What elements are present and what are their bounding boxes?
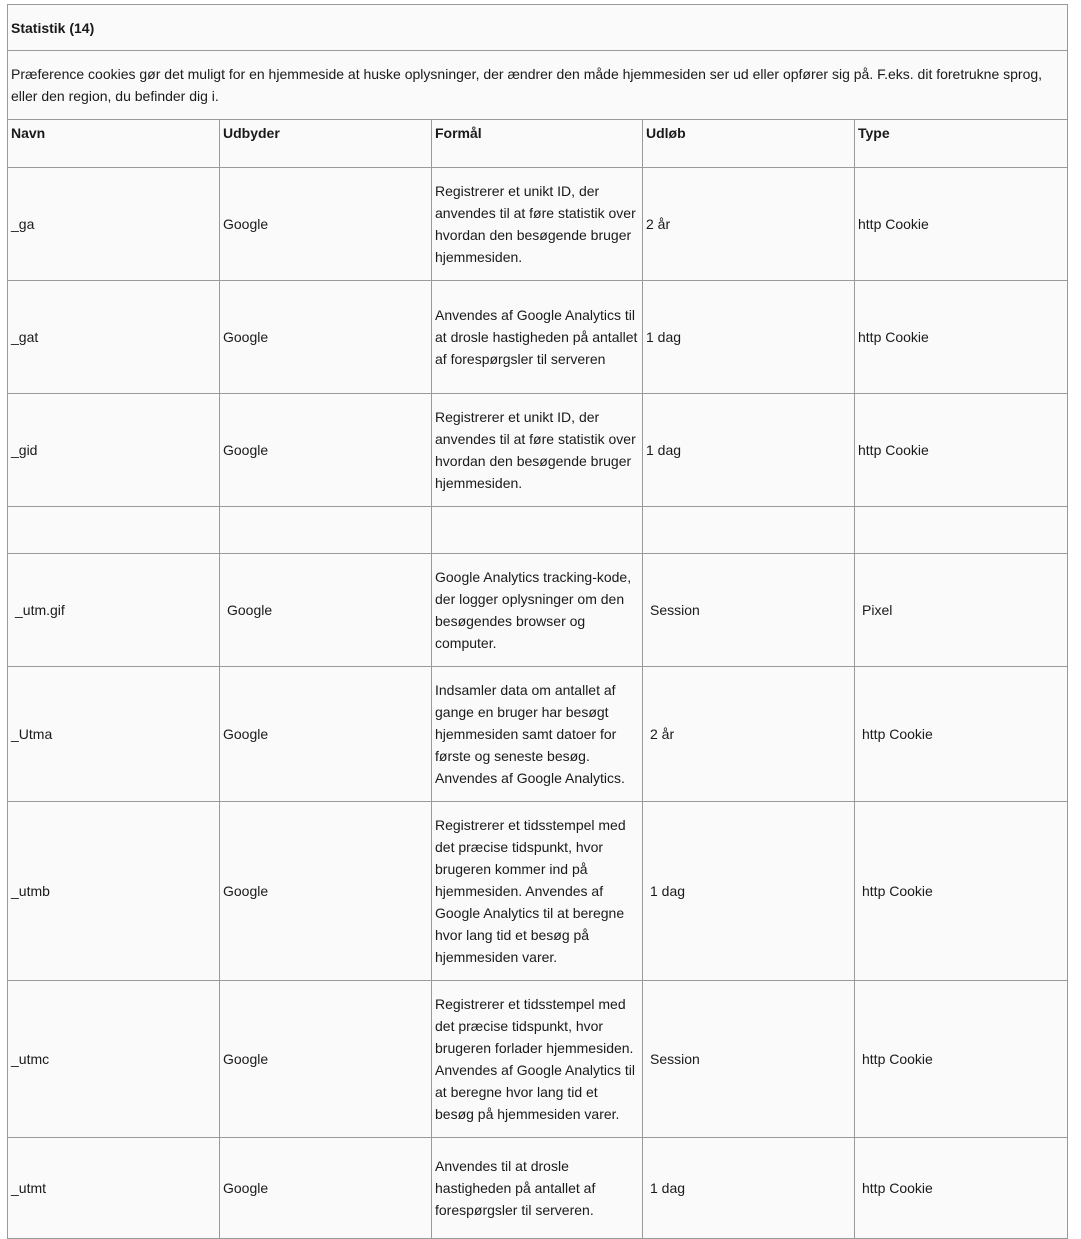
cell-type: http Cookie — [855, 667, 1068, 802]
cell-name: _utmb — [8, 802, 220, 981]
cell-provider: Google — [220, 802, 432, 981]
cookie-table — [7, 4, 1068, 1239]
cell-type: http Cookie — [855, 394, 1068, 507]
cell-expiry: 2 år — [643, 667, 855, 802]
cookie-table-container — [7, 4, 1067, 1239]
cell-purpose: Registrerer et tidsstempel med det præcise tidspunkt, hvor brugeren forlader hjemmesiden. Anvendes af Google Analytics til at beregne hvor lang tid et besøg på hjemmesiden varer. — [432, 981, 643, 1138]
cell-name — [8, 507, 220, 554]
table-row-empty — [8, 507, 1068, 554]
table-row — [8, 802, 1068, 981]
cell-name: _Utma — [8, 667, 220, 802]
cell-provider: Google — [220, 981, 432, 1138]
cell-type: http Cookie — [855, 802, 1068, 981]
cell-name: _ga — [8, 168, 220, 281]
section-description: Præference cookies gør det muligt for en hjemmeside at huske oplysninger, der ændrer den måde hjemmesiden ser ud eller opfører sig på. F.eks. dit foretrukne sprog, eller den region, du befinder dig i. — [8, 51, 1068, 120]
cell-purpose: Registrerer et tidsstempel med det præcise tidspunkt, hvor brugeren kommer ind på hjemmesiden. Anvendes af Google Analytics til at beregne hvor lang tid et besøg på hjemmesiden varer. — [432, 802, 643, 981]
cell-purpose: Google Analytics tracking-kode, der logger oplysninger om den besøgendes browser og computer. — [432, 554, 643, 667]
cell-expiry: 2 år — [643, 168, 855, 281]
cell-name: _gid — [8, 394, 220, 507]
cell-type: http Cookie — [855, 168, 1068, 281]
header-expiry: Udløb — [643, 120, 855, 168]
cell-provider: Google — [220, 168, 432, 281]
header-purpose: Formål — [432, 120, 643, 168]
table-row — [8, 168, 1068, 281]
table-row — [8, 1138, 1068, 1239]
header-provider: Udbyder — [220, 120, 432, 168]
cell-type: http Cookie — [855, 981, 1068, 1138]
cell-type: http Cookie — [855, 1138, 1068, 1239]
header-type: Type — [855, 120, 1068, 168]
cell-name: _gat — [8, 281, 220, 394]
cell-provider: Google — [220, 394, 432, 507]
cell-provider: Google — [220, 554, 432, 667]
header-name: Navn — [8, 120, 220, 168]
cell-provider: Google — [220, 1138, 432, 1239]
cell-name: _utmt — [8, 1138, 220, 1239]
cell-type: http Cookie — [855, 281, 1068, 394]
cell-type: Pixel — [855, 554, 1068, 667]
cell-purpose: Registrerer et unikt ID, der anvendes til at føre statistik over hvordan den besøgende bruger hjemmesiden. — [432, 168, 643, 281]
cell-purpose: Anvendes til at drosle hastigheden på antallet af forespørgsler til serveren. — [432, 1138, 643, 1239]
cell-name: _utm.gif — [8, 554, 220, 667]
cell-provider — [220, 507, 432, 554]
cell-purpose: Anvendes af Google Analytics til at drosle hastigheden på antallet af forespørgsler til serveren — [432, 281, 643, 394]
cell-type — [855, 507, 1068, 554]
cell-expiry: Session — [643, 981, 855, 1138]
cell-purpose: Indsamler data om antallet af gange en bruger har besøgt hjemmesiden samt datoer for første og seneste besøg. Anvendes af Google Analytics. — [432, 667, 643, 802]
cell-expiry: 1 dag — [643, 1138, 855, 1239]
table-row — [8, 281, 1068, 394]
cell-expiry: Session — [643, 554, 855, 667]
cell-expiry: 1 dag — [643, 281, 855, 394]
cell-provider: Google — [220, 667, 432, 802]
table-row — [8, 981, 1068, 1138]
cell-provider: Google — [220, 281, 432, 394]
table-header-row — [8, 120, 1068, 168]
section-title: Statistik (14) — [8, 5, 1068, 51]
cell-expiry: 1 dag — [643, 394, 855, 507]
cell-purpose — [432, 507, 643, 554]
cell-name: _utmc — [8, 981, 220, 1138]
table-row — [8, 554, 1068, 667]
cell-expiry: 1 dag — [643, 802, 855, 981]
cell-expiry — [643, 507, 855, 554]
table-row — [8, 667, 1068, 802]
cell-purpose: Registrerer et unikt ID, der anvendes til at føre statistik over hvordan den besøgende bruger hjemmesiden. — [432, 394, 643, 507]
table-row — [8, 394, 1068, 507]
